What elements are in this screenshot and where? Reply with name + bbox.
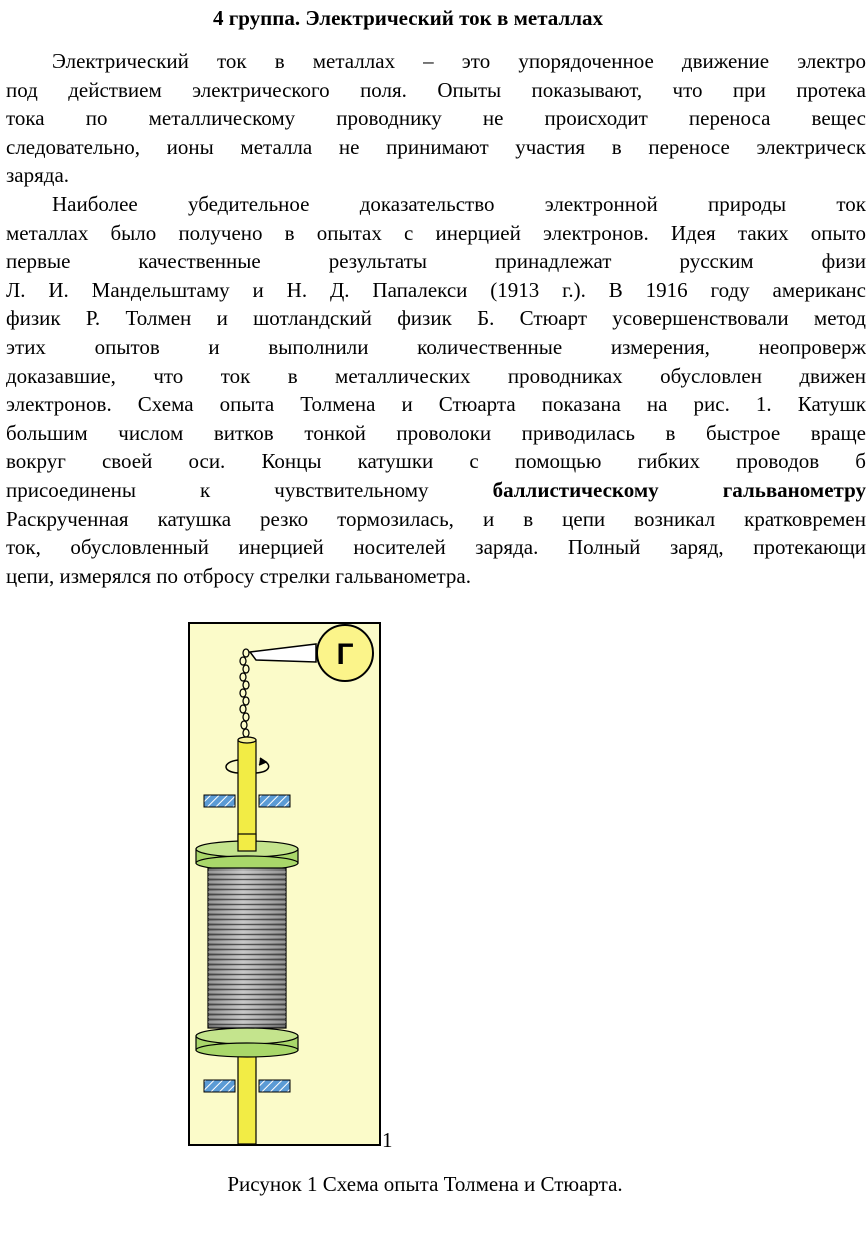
paragraph-1-line-1: Электрический ток в металлах – это упорядоченное движение электро [52, 49, 866, 73]
figure-caption: Рисунок 1 Схема опыта Толмена и Стюарта. [227, 1172, 623, 1196]
paragraph-1-line-3: тока по металлическому проводнику не происходит переноса вещес [6, 106, 866, 131]
paragraph-1-line-5: заряда. [6, 163, 70, 188]
wire-coil [208, 868, 286, 1028]
paragraph-2-line-10: вокруг своей оси. Концы катушки с помощью гибких проводов б [6, 449, 866, 474]
paragraph-2-line-7: доказавшие, что ток в металлических проводниках обусловлен движен [6, 363, 866, 388]
paragraph-2-line-11 [6, 476, 866, 505]
paragraph-2-line-3: первые качественные результаты принадлежат русским физи [6, 249, 866, 274]
lower-flange [196, 1028, 298, 1057]
galvanometer-label: Г [336, 638, 354, 671]
page-title: 4 группа. Электрический ток в металлах [212, 6, 604, 30]
paragraph-2-line-12: Раскрученная катушка резко тормозилась, и в цепи возникал кратковремен [6, 506, 866, 531]
paragraph-1-line-2: под действием электрического поля. Опыты показывают, что при протека [6, 77, 866, 102]
paragraph-2-line-6: этих опытов и выполнили количественные измерения, неопроверж [6, 334, 866, 359]
paragraph-2-line-4: Л. И. Мандельштаму и Н. Д. Папалекси (1913 г.). В 1916 году американс [6, 277, 866, 302]
paragraph-2-line-5: физик Р. Толмен и шотландский физик Б. Стюарт усовершенствовали метод [6, 306, 866, 331]
paragraph-2-line-2: металлах было получено в опытах с инерцией электронов. Идея таких опыто [6, 220, 866, 245]
paragraph-2-line-8: электронов. Схема опыта Толмена и Стюарта показана на рис. 1. Катушк [6, 392, 866, 417]
figure-number: 1 [382, 1128, 393, 1152]
body-text [6, 47, 866, 590]
paragraph-2-line-13: ток, обусловленный инерцией носителей заряда. Полный заряд, протекающи [6, 535, 866, 560]
galvanometer [317, 625, 373, 681]
tolman-stewart-diagram [188, 622, 381, 1146]
paragraph-2-line-14: цепи, измерялся по отбросу стрелки гальванометра. [6, 563, 471, 588]
bold-term-galvanometer: баллистическому гальванометру [492, 477, 866, 502]
text-segment: присоединены к чувствительному [6, 477, 429, 502]
paragraph-1-line-4: следовательно, ионы металла не принимают участия в переносе электрическ [6, 134, 866, 159]
paragraph-2-line-9: большим числом витков тонкой проволоки приводилась в быстрое враще [6, 420, 866, 445]
paragraph-2-line-1: Наиболее убедительное доказательство электронной природы ток [52, 191, 866, 216]
